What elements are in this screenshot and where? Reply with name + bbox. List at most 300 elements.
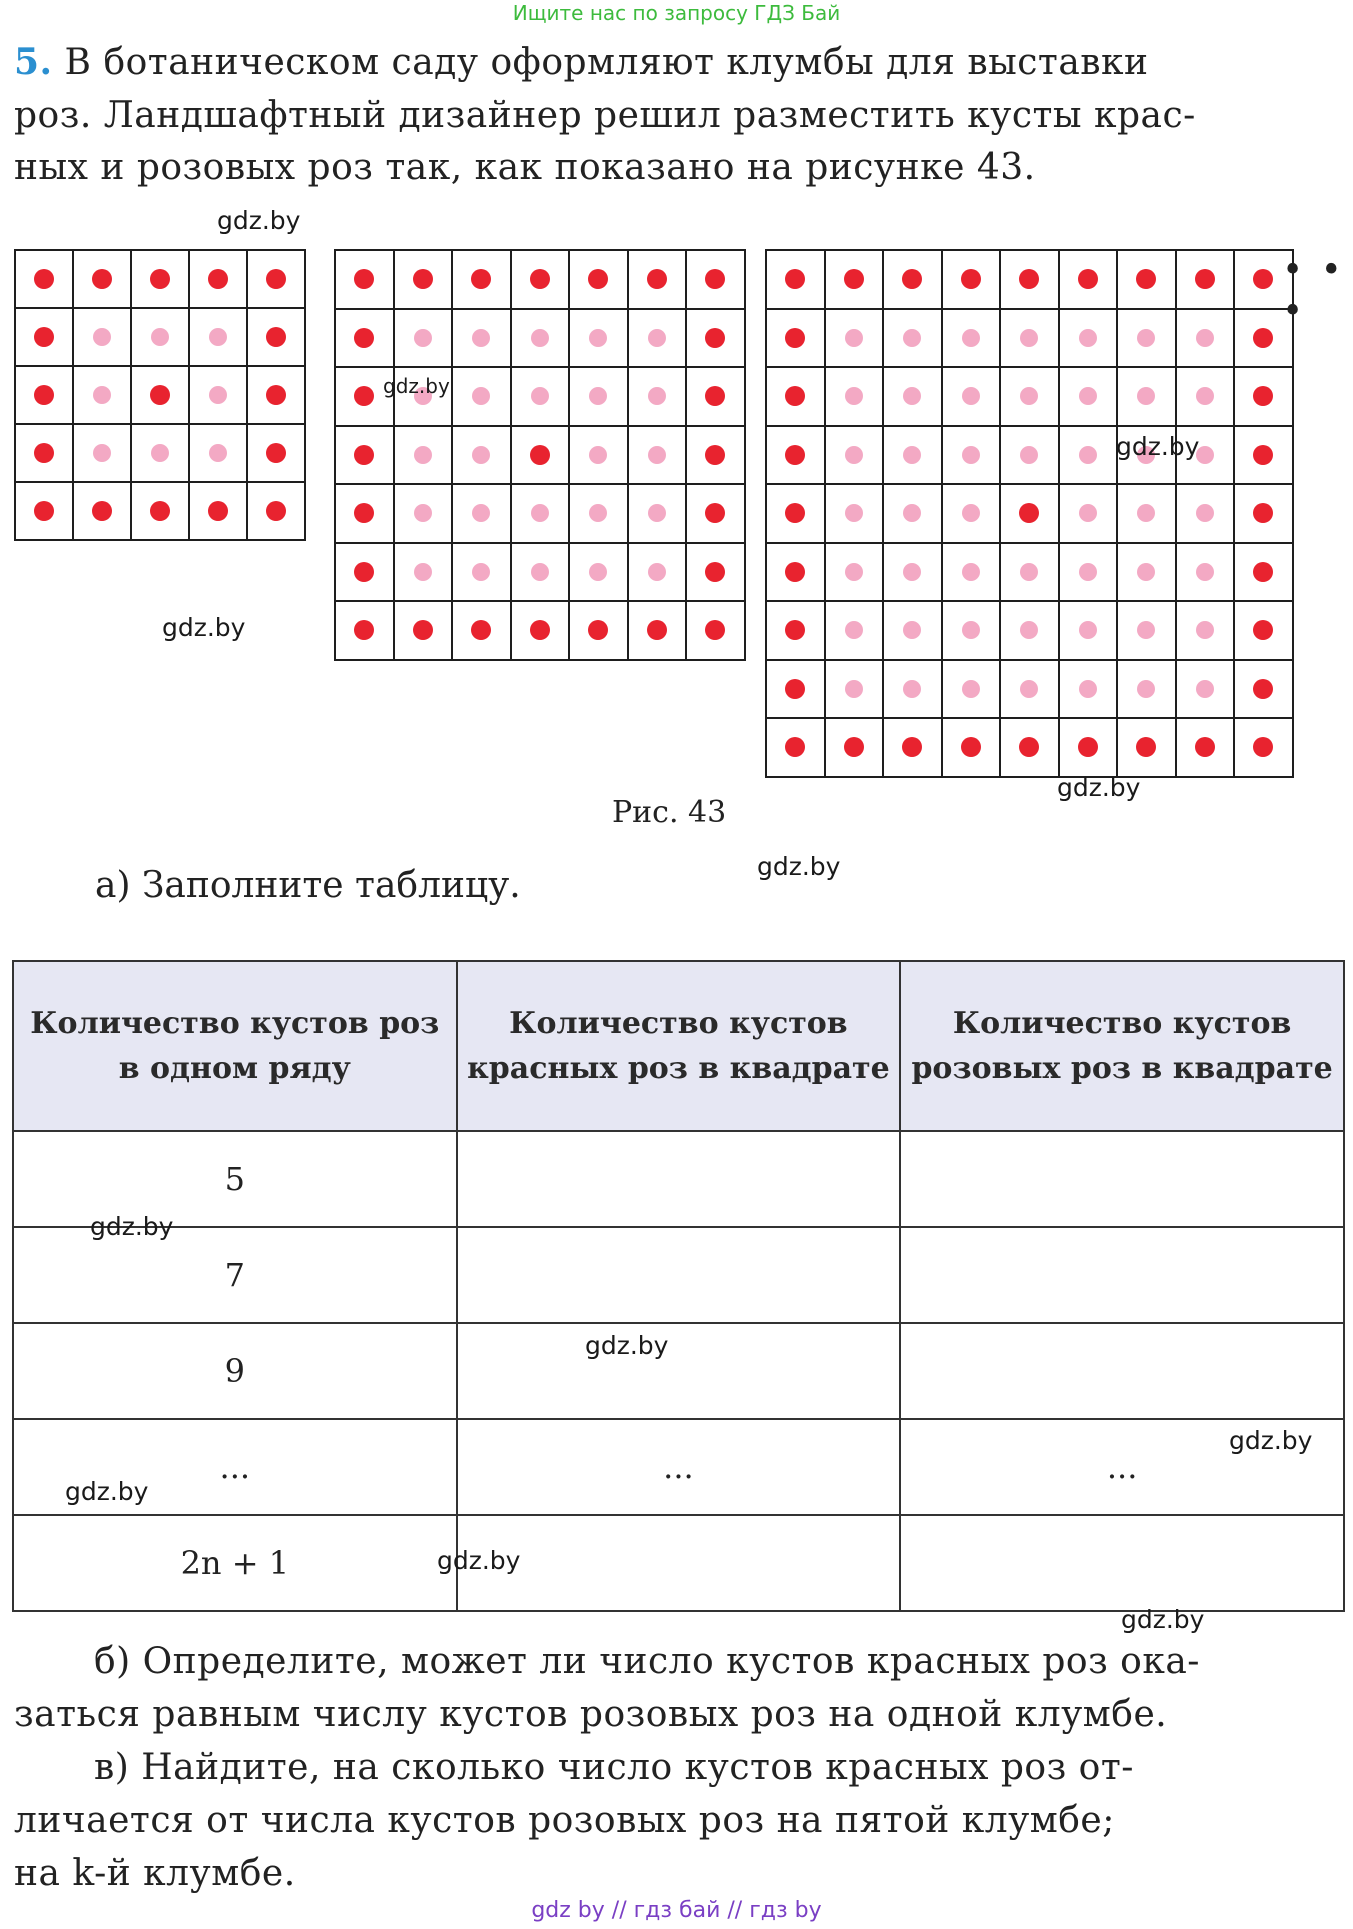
red-rose-dot — [785, 562, 805, 582]
red-rose-dot — [785, 445, 805, 465]
pink-rose-dot — [845, 563, 863, 581]
pink-rose-dot — [962, 329, 980, 347]
task-text-1: В ботаническом саду оформляют клумбы для выставки — [64, 42, 1149, 83]
grid-cell — [1234, 426, 1293, 485]
red-rose-dot — [1253, 503, 1273, 523]
pink-rose-dot — [531, 329, 549, 347]
red-rose-dot — [413, 620, 433, 640]
grid-cell — [686, 543, 745, 602]
grid-cell — [686, 309, 745, 368]
red-rose-dot — [150, 269, 170, 289]
grid-cell — [766, 543, 825, 602]
task-line-3: ных и розовых роз так, как показано на рисунке 43. — [14, 147, 1036, 188]
header-pink-roses: Количество кустов розовых роз в квадрате — [900, 961, 1344, 1131]
grid-cell — [883, 250, 942, 309]
pink-rose-dot — [1137, 563, 1155, 581]
pink-rose-dot — [1020, 563, 1038, 581]
grid-cell — [511, 543, 570, 602]
pink-rose-dot — [1137, 680, 1155, 698]
footer-links: gdz by // гдз бай // гдз by — [531, 1898, 822, 1923]
flowerbed-grid-2 — [334, 249, 746, 661]
grid-cell — [189, 250, 247, 308]
pink-rose-dot — [1196, 504, 1214, 522]
red-rose-dot — [902, 737, 922, 757]
grid-cell — [569, 250, 628, 309]
red-rose-dot — [1253, 562, 1273, 582]
red-rose-dot — [705, 503, 725, 523]
grid-cell — [1000, 484, 1059, 543]
grid-cell — [1234, 484, 1293, 543]
grid-cell — [942, 601, 1001, 660]
pink-rose-dot — [93, 386, 111, 404]
grid-cell — [686, 484, 745, 543]
grid-cell — [883, 660, 942, 719]
grid-cell — [511, 601, 570, 660]
grid-cell — [1000, 543, 1059, 602]
grid-cell — [1059, 543, 1118, 602]
red-rose-dot — [1253, 737, 1273, 757]
grid-cell — [335, 426, 394, 485]
table-cell[interactable]: ... — [900, 1419, 1344, 1515]
figure-caption: Рис. 43 — [612, 795, 727, 830]
grid-cell — [247, 482, 305, 540]
red-rose-dot — [705, 562, 725, 582]
grid-cell — [942, 718, 1001, 777]
watermark: gdz.by — [585, 1331, 669, 1360]
red-rose-dot — [354, 269, 374, 289]
watermark: gdz.by — [1057, 773, 1141, 802]
pink-rose-dot — [1196, 329, 1214, 347]
grid-cell — [686, 250, 745, 309]
pink-rose-dot — [845, 680, 863, 698]
red-rose-dot — [705, 328, 725, 348]
red-rose-dot — [530, 269, 550, 289]
pink-rose-dot — [1079, 621, 1097, 639]
pink-rose-dot — [93, 444, 111, 462]
grid-cell — [825, 250, 884, 309]
pink-rose-dot — [1079, 387, 1097, 405]
grid-cell — [766, 660, 825, 719]
pink-rose-dot — [903, 563, 921, 581]
grid-cell — [1234, 660, 1293, 719]
pink-rose-dot — [589, 329, 607, 347]
grid-cell — [1176, 367, 1235, 426]
red-rose-dot — [961, 737, 981, 757]
grid-cell — [825, 484, 884, 543]
grid-cell — [825, 367, 884, 426]
grid-cell — [883, 484, 942, 543]
red-rose-dot — [266, 385, 286, 405]
grid-cell — [883, 718, 942, 777]
grid-cell — [1176, 543, 1235, 602]
grid-cell — [825, 718, 884, 777]
pink-rose-dot — [962, 680, 980, 698]
red-rose-dot — [208, 269, 228, 289]
table-header-row — [13, 961, 1344, 1131]
pink-rose-dot — [1020, 387, 1038, 405]
red-rose-dot — [705, 445, 725, 465]
pink-rose-dot — [962, 387, 980, 405]
grid-cell — [1000, 718, 1059, 777]
grid-cell — [189, 308, 247, 366]
pink-rose-dot — [1079, 680, 1097, 698]
grid-cell — [335, 250, 394, 309]
table-cell[interactable] — [900, 1131, 1344, 1227]
grid-cell — [394, 543, 453, 602]
grid-cell — [1059, 484, 1118, 543]
table-cell[interactable] — [457, 1323, 901, 1419]
grid-cell — [1176, 484, 1235, 543]
red-rose-dot — [34, 327, 54, 347]
grid-cell — [766, 309, 825, 368]
grid-cell — [73, 308, 131, 366]
grid-cell — [247, 366, 305, 424]
grid-cell — [15, 424, 73, 482]
grid-cell — [942, 309, 1001, 368]
red-rose-dot — [471, 269, 491, 289]
grid-cell — [131, 250, 189, 308]
table-row — [13, 1131, 1344, 1227]
grid-cell — [883, 543, 942, 602]
red-rose-dot — [530, 445, 550, 465]
grid-cell — [452, 250, 511, 309]
grid-cell — [452, 367, 511, 426]
grid-cell — [628, 543, 687, 602]
grid-cell — [189, 482, 247, 540]
grid-cell — [335, 601, 394, 660]
pink-rose-dot — [1020, 680, 1038, 698]
grid-cell — [686, 426, 745, 485]
grid-cell — [766, 484, 825, 543]
red-rose-dot — [1136, 737, 1156, 757]
part-c-line-2: личается от числа кустов розовых роз на пятой клумбе; — [14, 1800, 1115, 1841]
watermark: gdz.by — [437, 1546, 521, 1575]
red-rose-dot — [34, 501, 54, 521]
watermark: gdz.by — [1116, 432, 1200, 461]
grid-cell — [15, 482, 73, 540]
pink-rose-dot — [648, 563, 666, 581]
pink-rose-dot — [472, 329, 490, 347]
pink-rose-dot — [531, 504, 549, 522]
grid-cell — [569, 601, 628, 660]
grid-cell — [247, 308, 305, 366]
pink-rose-dot — [1079, 446, 1097, 464]
grid-cell — [628, 484, 687, 543]
grid-cell — [1000, 426, 1059, 485]
pink-rose-dot — [151, 328, 169, 346]
grid-cell — [15, 250, 73, 308]
grid-cell — [825, 601, 884, 660]
grid-cell — [131, 308, 189, 366]
grid-cell — [247, 250, 305, 308]
grid-cell — [394, 250, 453, 309]
red-rose-dot — [266, 327, 286, 347]
grid-cell — [394, 601, 453, 660]
grid-cell — [1000, 660, 1059, 719]
grid-cell — [15, 366, 73, 424]
red-rose-dot — [647, 620, 667, 640]
grid-cell — [569, 367, 628, 426]
part-b-line-2: заться равным числу кустов розовых роз на одной клумбе. — [14, 1694, 1168, 1735]
table-cell[interactable] — [457, 1131, 901, 1227]
pink-rose-dot — [845, 446, 863, 464]
continuation-dots: • • • — [1282, 250, 1345, 332]
red-rose-dot — [150, 385, 170, 405]
red-rose-dot — [1019, 737, 1039, 757]
table-row — [13, 1419, 1344, 1515]
red-rose-dot — [1195, 269, 1215, 289]
pink-rose-dot — [1079, 563, 1097, 581]
pink-rose-dot — [531, 563, 549, 581]
red-rose-dot — [150, 501, 170, 521]
red-rose-dot — [1078, 737, 1098, 757]
grid-cell — [942, 660, 1001, 719]
header-roses-per-row: Количество кустов роз в одном ряду — [13, 961, 457, 1131]
red-rose-dot — [1078, 269, 1098, 289]
red-rose-dot — [354, 445, 374, 465]
pink-rose-dot — [1137, 329, 1155, 347]
red-rose-dot — [1136, 269, 1156, 289]
pink-rose-dot — [962, 504, 980, 522]
pink-rose-dot — [1196, 387, 1214, 405]
grid-cell — [628, 601, 687, 660]
red-rose-dot — [785, 503, 805, 523]
red-rose-dot — [1019, 269, 1039, 289]
grid-cell — [1117, 601, 1176, 660]
watermark: gdz.by — [757, 852, 841, 881]
red-rose-dot — [1253, 386, 1273, 406]
pink-rose-dot — [648, 329, 666, 347]
grid-cell — [131, 424, 189, 482]
grid-cell — [1117, 718, 1176, 777]
pink-rose-dot — [1079, 329, 1097, 347]
grid-cell — [1117, 484, 1176, 543]
grid-cell — [1000, 250, 1059, 309]
grid-cell — [511, 426, 570, 485]
grid-cell — [569, 426, 628, 485]
grid-cell — [883, 309, 942, 368]
grid-cell — [1117, 660, 1176, 719]
table-cell[interactable] — [457, 1227, 901, 1323]
red-rose-dot — [266, 443, 286, 463]
answer-table — [12, 960, 1345, 1612]
pink-rose-dot — [962, 563, 980, 581]
red-rose-dot — [1019, 503, 1039, 523]
table-cell[interactable]: ... — [457, 1419, 901, 1515]
grid-cell — [452, 309, 511, 368]
grid-cell — [569, 309, 628, 368]
pink-rose-dot — [962, 446, 980, 464]
pink-rose-dot — [845, 621, 863, 639]
pink-rose-dot — [845, 504, 863, 522]
grid-cell — [1234, 543, 1293, 602]
table-cell: ... — [13, 1419, 457, 1515]
table-cell[interactable] — [900, 1323, 1344, 1419]
pink-rose-dot — [414, 446, 432, 464]
grid-cell — [766, 718, 825, 777]
grid-cell — [1117, 543, 1176, 602]
grid-cell — [131, 366, 189, 424]
grid-cell — [452, 601, 511, 660]
pink-rose-dot — [414, 329, 432, 347]
red-rose-dot — [785, 269, 805, 289]
red-rose-dot — [588, 620, 608, 640]
red-rose-dot — [785, 386, 805, 406]
red-rose-dot — [785, 737, 805, 757]
task-line-1 — [14, 36, 1344, 89]
pink-rose-dot — [151, 444, 169, 462]
grid-cell — [825, 426, 884, 485]
grid-cell — [511, 250, 570, 309]
grid-cell — [394, 426, 453, 485]
pink-rose-dot — [1020, 446, 1038, 464]
watermark: gdz.by — [1229, 1426, 1313, 1455]
red-rose-dot — [902, 269, 922, 289]
grid-cell — [511, 484, 570, 543]
red-rose-dot — [354, 562, 374, 582]
watermark: gdz.by — [383, 374, 450, 398]
grid-cell — [686, 367, 745, 426]
red-rose-dot — [92, 269, 112, 289]
red-rose-dot — [266, 501, 286, 521]
red-rose-dot — [844, 737, 864, 757]
grid-cell — [942, 426, 1001, 485]
grid-cell — [1059, 367, 1118, 426]
red-rose-dot — [1253, 269, 1273, 289]
red-rose-dot — [354, 620, 374, 640]
pink-rose-dot — [845, 329, 863, 347]
grid-cell — [1117, 367, 1176, 426]
watermark: gdz.by — [65, 1477, 149, 1506]
pink-rose-dot — [472, 563, 490, 581]
grid-cell — [335, 484, 394, 543]
grid-cell — [73, 424, 131, 482]
grid-cell — [942, 484, 1001, 543]
pink-rose-dot — [1196, 621, 1214, 639]
table-cell[interactable] — [457, 1515, 901, 1611]
red-rose-dot — [1253, 328, 1273, 348]
pink-rose-dot — [1137, 387, 1155, 405]
pink-rose-dot — [414, 504, 432, 522]
grid-cell — [766, 367, 825, 426]
grid-cell — [73, 482, 131, 540]
grid-cell — [1234, 601, 1293, 660]
pink-rose-dot — [472, 446, 490, 464]
grid-cell — [1176, 601, 1235, 660]
red-rose-dot — [34, 269, 54, 289]
pink-rose-dot — [209, 386, 227, 404]
red-rose-dot — [530, 620, 550, 640]
table-cell: 9 — [13, 1323, 457, 1419]
red-rose-dot — [266, 269, 286, 289]
grid-cell — [1059, 309, 1118, 368]
grid-cell — [1059, 426, 1118, 485]
table-cell[interactable] — [900, 1227, 1344, 1323]
red-rose-dot — [208, 501, 228, 521]
pink-rose-dot — [903, 329, 921, 347]
part-c-line-3: на k-й клумбе. — [14, 1853, 296, 1894]
grid-cell — [1000, 309, 1059, 368]
part-b-line-1: б) Определите, может ли число кустов красных роз ока- — [94, 1641, 1200, 1682]
pink-rose-dot — [472, 504, 490, 522]
pink-rose-dot — [845, 387, 863, 405]
grid-cell — [1234, 718, 1293, 777]
grid-cell — [1059, 718, 1118, 777]
red-rose-dot — [647, 269, 667, 289]
red-rose-dot — [705, 386, 725, 406]
watermark: gdz.by — [162, 613, 246, 642]
table-cell[interactable] — [900, 1515, 1344, 1611]
pink-rose-dot — [1196, 680, 1214, 698]
pink-rose-dot — [1079, 504, 1097, 522]
red-rose-dot — [785, 328, 805, 348]
pink-rose-dot — [209, 328, 227, 346]
grid-cell — [131, 482, 189, 540]
red-rose-dot — [961, 269, 981, 289]
red-rose-dot — [354, 386, 374, 406]
search-banner: Ищите нас по запросу ГДЗ Бай — [512, 1, 841, 25]
grid-cell — [335, 543, 394, 602]
grid-cell — [1000, 367, 1059, 426]
table-row — [13, 1323, 1344, 1419]
pink-rose-dot — [903, 446, 921, 464]
pink-rose-dot — [209, 444, 227, 462]
red-rose-dot — [1253, 679, 1273, 699]
watermark: gdz.by — [90, 1212, 174, 1241]
flowerbed-grid-3 — [765, 249, 1294, 778]
grid-cell — [942, 367, 1001, 426]
pink-rose-dot — [648, 504, 666, 522]
grid-cell — [628, 309, 687, 368]
red-rose-dot — [354, 503, 374, 523]
grid-cell — [1059, 601, 1118, 660]
pink-rose-dot — [589, 387, 607, 405]
grid-cell — [1117, 250, 1176, 309]
grid-cell — [1117, 309, 1176, 368]
red-rose-dot — [785, 679, 805, 699]
grid-cell — [825, 543, 884, 602]
table-row — [13, 1227, 1344, 1323]
task-number: 5. — [14, 41, 53, 83]
grid-cell — [883, 367, 942, 426]
grid-cell — [394, 484, 453, 543]
grid-cell — [189, 424, 247, 482]
pink-rose-dot — [903, 680, 921, 698]
grid-cell — [569, 484, 628, 543]
red-rose-dot — [844, 269, 864, 289]
pink-rose-dot — [1137, 621, 1155, 639]
grid-cell — [1176, 718, 1235, 777]
pink-rose-dot — [589, 446, 607, 464]
grid-cell — [73, 366, 131, 424]
grid-cell — [686, 601, 745, 660]
grid-cell — [335, 309, 394, 368]
red-rose-dot — [471, 620, 491, 640]
pink-rose-dot — [414, 563, 432, 581]
grid-cell — [766, 601, 825, 660]
red-rose-dot — [705, 269, 725, 289]
grid-cell — [883, 601, 942, 660]
pink-rose-dot — [648, 446, 666, 464]
pink-rose-dot — [1020, 329, 1038, 347]
grid-cell — [942, 543, 1001, 602]
grid-cell — [766, 250, 825, 309]
header-red-roses: Количество кустов красных роз в квадрате — [457, 961, 901, 1131]
grid-cell — [189, 366, 247, 424]
grid-cell — [1176, 250, 1235, 309]
red-rose-dot — [1253, 620, 1273, 640]
grid-cell — [452, 426, 511, 485]
